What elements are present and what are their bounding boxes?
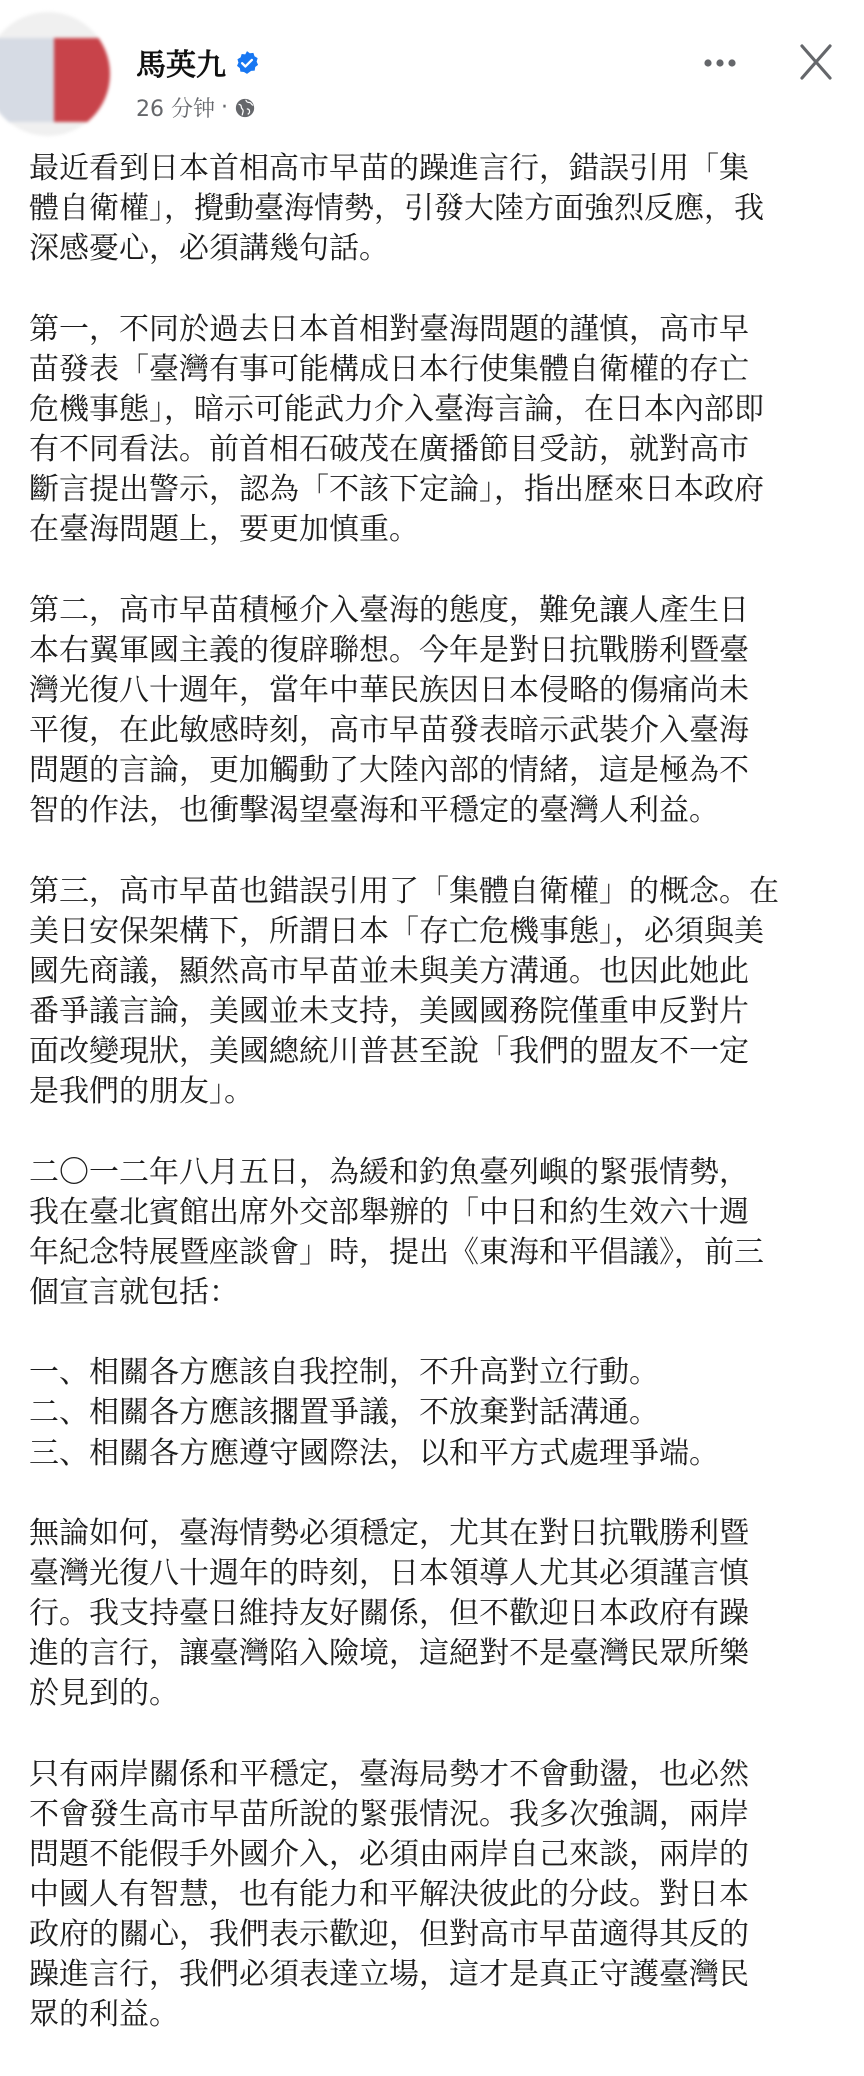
- post-paragraph: [29, 310, 859, 551]
- author-avatar[interactable]: [0, 12, 110, 136]
- post-text-line: 是我們的朋友」。: [29, 1074, 254, 1110]
- post-text-line: 中國人有智慧，也有能力和平解決彼此的分歧。對日本: [29, 1877, 749, 1913]
- post-text-line: 臺灣光復八十週年的時刻，日本領導人尤其必須謹言慎: [29, 1555, 749, 1591]
- avatar-image-part: [0, 38, 54, 122]
- post-text-line: 體自衛權」，攪動臺海情勢，引發大陸方面強烈反應，我: [29, 191, 764, 227]
- post-text-line: 年紀念特展暨座談會」時，提出《東海和平倡議》，前三: [29, 1234, 764, 1270]
- post-text-line: 最近看到日本首相高市早苗的躁進言行，錯誤引用「集: [29, 151, 749, 186]
- post-text-line: 第二，高市早苗積極介入臺海的態度，難免讓人產生日: [29, 592, 749, 628]
- post-text-line: 不會發生高市早苗所說的緊張情況。我多次強調，兩岸: [29, 1796, 749, 1832]
- verified-badge-icon: [234, 49, 260, 75]
- avatar-image-part: [54, 38, 110, 122]
- close-button[interactable]: [796, 42, 836, 82]
- post-paragraph: [29, 1755, 859, 2036]
- post-text-line: 智的作法，也衝擊渴望臺海和平穩定的臺灣人利益。: [29, 793, 719, 829]
- post-text-line: 二〇一二年八月五日，為緩和釣魚臺列嶼的緊張情勢，: [29, 1154, 749, 1190]
- post-paragraph: [29, 1514, 859, 1715]
- post-text-line: 一、相關各方應該自我控制，不升高對立行動。: [29, 1355, 659, 1391]
- post-text-line: 二、相關各方應該擱置爭議，不放棄對話溝通。: [29, 1395, 659, 1431]
- post-text-line: 眾的利益。: [29, 1997, 179, 2033]
- post-text-line: 本右翼軍國主義的復辟聯想。今年是對日抗戰勝利暨臺: [29, 632, 749, 668]
- post-paragraph: [29, 1153, 859, 1314]
- post-meta: [136, 92, 256, 123]
- more-dots-icon: [700, 48, 740, 78]
- post-text-line: 只有兩岸關係和平穩定，臺海局勢才不會動盪，也必然: [29, 1756, 749, 1792]
- post-text-line: 第一，不同於過去日本首相對臺海問題的謹慎，高市早: [29, 311, 749, 347]
- close-icon: [796, 42, 836, 82]
- author-name-row: [136, 40, 260, 84]
- post-paragraph: [29, 872, 859, 1113]
- post-text-line: 灣光復八十週年，當年中華民族因日本侵略的傷痛尚未: [29, 672, 749, 708]
- post-text-line: 美日安保架構下，所謂日本「存亡危機事態」，必須與美: [29, 913, 764, 949]
- post-text-line: 我在臺北賓館出席外交部舉辦的「中日和約生效六十週: [29, 1194, 749, 1230]
- post-body: [29, 149, 859, 2076]
- post-text-line: 於見到的。: [29, 1676, 179, 1712]
- post-text-line: 深感憂心，必須講幾句話。: [29, 231, 389, 267]
- globe-icon: [234, 97, 256, 119]
- post-text-line: 斷言提出警示，認為「不該下定論」，指出歷來日本政府: [29, 472, 764, 508]
- author-name[interactable]: 馬英九: [136, 48, 226, 83]
- post-paragraph: [29, 1353, 859, 1473]
- post-paragraph: [29, 591, 859, 832]
- post-timestamp[interactable]: 26 分钟: [136, 97, 215, 122]
- post-text-line: 問題的言論，更加觸動了大陸內部的情緒，這是極為不: [29, 753, 749, 789]
- post-text-line: 國先商議，顯然高市早苗並未與美方溝通。也因此她此: [29, 953, 749, 989]
- meta-separator: ·: [221, 95, 228, 120]
- post-text-line: 危機事態」，暗示可能武力介入臺海言論，在日本內部即: [29, 391, 764, 427]
- post-text-line: 躁進言行，我們必須表達立場，這才是真正守護臺灣民: [29, 1957, 749, 1993]
- post-text-line: 進的言行，讓臺灣陷入險境，這絕對不是臺灣民眾所樂: [29, 1636, 749, 1672]
- post-text-line: 苗發表「臺灣有事可能構成日本行使集體自衛權的存亡: [29, 351, 749, 387]
- post-text-line: 第三，高市早苗也錯誤引用了「集體自衛權」的概念。在: [29, 873, 779, 909]
- post-paragraph: [29, 149, 859, 269]
- more-options-button[interactable]: [700, 48, 740, 78]
- post-text-line: 三、相關各方應遵守國際法，以和平方式處理爭端。: [29, 1435, 719, 1471]
- post-text-line: 在臺海問題上，要更加慎重。: [29, 512, 419, 548]
- post-text-line: 平復，在此敏感時刻，高市早苗發表暗示武裝介入臺海: [29, 712, 749, 748]
- post-text-line: 問題不能假手外國介入，必須由兩岸自己來談，兩岸的: [29, 1836, 749, 1872]
- post-text-line: 無論如何，臺海情勢必須穩定，尤其在對日抗戰勝利暨: [29, 1515, 749, 1551]
- post-text-line: 行。我支持臺日維持友好關係，但不歡迎日本政府有躁: [29, 1596, 749, 1632]
- post-text-line: 番爭議言論，美國並未支持，美國國務院僅重申反對片: [29, 993, 749, 1029]
- post-text-line: 面改變現狀，美國總統川普甚至說「我們的盟友不一定: [29, 1034, 749, 1070]
- post-text-line: 政府的關心，我們表示歡迎，但對高市早苗適得其反的: [29, 1917, 749, 1953]
- post-text-line: 有不同看法。前首相石破茂在廣播節目受訪，就對高市: [29, 431, 749, 467]
- post-text-line: 個宣言就包括：: [29, 1274, 239, 1310]
